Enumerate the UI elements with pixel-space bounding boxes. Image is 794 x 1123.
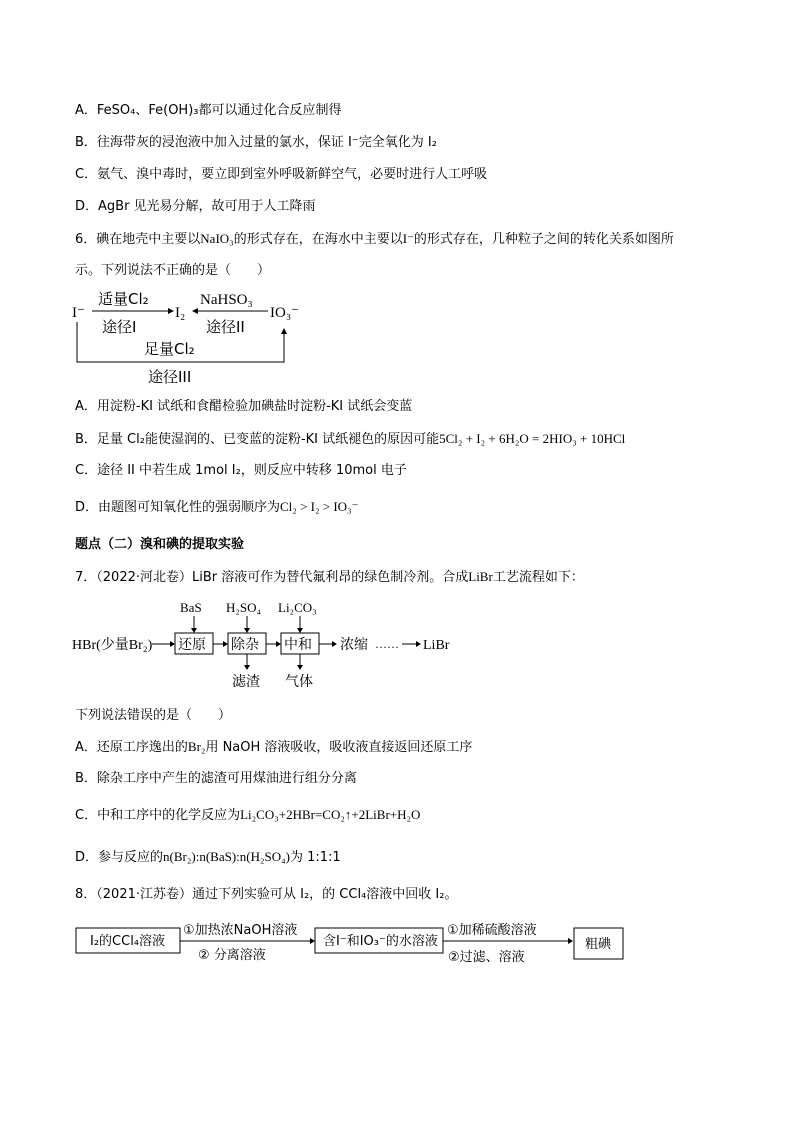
q8-flow-diagram [74,914,629,968]
step1-operation: ② 分离溶液 [198,948,266,963]
path2-reagent: NaHSO₃ [200,292,253,308]
flow-input-li2co3: Li₂CO₃ [278,600,317,615]
q6-conversion-diagram [70,284,300,388]
diagram-node-i2: I₂ [175,305,186,321]
q5-option-a: A．FeSO₄、Fe(OH)₃都可以通过化合反应制得 [75,103,342,118]
q6-option-d: D．由题图可知氧化性的强弱顺序为Cl₂ > I₂ > IO₃⁻ [75,499,359,515]
path2-label: 途径II [206,318,245,336]
equation-b: 5Cl₂ + I₂ + 6H₂O = 2HIO₃ + 10HCl [439,431,626,446]
path1-label: 途径I [102,318,137,336]
equation-neutralize: Li₂CO₃+2HBr=CO₂↑+2LiBr+H₂O [240,807,421,822]
formula-naio3: NaIO₃ [200,231,234,246]
q7-stem: 7．（2022·河北卷）LiBr 溶液可作为替代氟利昂的绿色制冷剂。合成LiBr工艺流程如下： [75,569,584,585]
section-title: 题点（二）溴和碘的提取实验 [75,537,245,552]
flow-output-gas: 气体 [285,674,313,690]
flow-start: HBr(少量Br₂) [72,638,153,653]
formula-iodide: I⁻ [402,231,414,246]
diagram-node-iodide: I⁻ [72,305,85,321]
q7-option-d: D．参与反应的n(Br₂):n(BaS):n(H₂SO₄)为 1:1:1 [75,849,341,865]
q6-stem-line1: 6．碘在地壳中主要以NaIO₃的形式存在，在海水中主要以I⁻的形式存在，几种粒子之间的转化关系如图所 [75,231,674,247]
flow-input-h2so4: H₂SO₄ [226,600,262,615]
q6-option-b: B．足量 Cl₂能使湿润的、已变蓝的淀粉-KI 试纸褪色的原因可能5Cl₂ + I₂ + 6H₂O = 2HIO₃ + 10HCl [75,431,626,447]
flow-end: LiBr [423,638,450,653]
flow-input-bas: BaS [180,600,202,615]
path3-label: 途径III [148,368,192,386]
flow-concentrate: 浓缩 [340,637,368,653]
flow-box-neutralize: 中和 [284,637,312,653]
step2-reagent: ①加稀硫酸溶液 [447,923,537,938]
flow-box-aqueous: 含I⁻和IO₃⁻的水溶液 [323,934,438,949]
q5-option-d: D．AgBr 见光易分解，故可用于人工降雨 [75,199,316,214]
flow-box-reduce: 还原 [178,637,206,653]
path3-reagent: 足量Cl₂ [144,340,195,358]
q7-option-b: B．除杂工序中产生的滤渣可用煤油进行组分分离 [75,771,357,786]
q7-question: 下列说法错误的是（ ） [75,708,232,723]
equation-d: Cl₂ > I₂ > IO₃⁻ [280,499,359,514]
q7-flow-diagram [72,598,462,690]
flow-output-residue: 滤渣 [232,674,260,690]
step1-reagent: ①加热浓NaOH溶液 [183,923,298,938]
q7-option-c: C．中和工序中的化学反应为Li₂CO₃+2HBr=CO₂↑+2LiBr+H₂O [75,807,421,823]
q6-option-a: A．用淀粉-KI 试纸和食醋检验加碘盐时淀粉-KI 试纸会变蓝 [75,399,413,414]
step2-operation: ②过滤、溶液 [448,950,525,965]
flow-box-purify: 除杂 [231,637,259,653]
flow-box-crude-iodine: 粗碘 [585,937,612,952]
q6-stem-line2: 示。下列说法不正确的是（ ） [75,263,271,278]
flow-dots: …… [375,637,399,651]
ratio-expression: n(Br₂):n(BaS):n(H₂SO₄) [163,849,290,864]
diagram-node-iodate: IO₃⁻ [270,305,299,321]
flow-box-source: I₂的CCl₄溶液 [90,934,166,949]
path1-reagent: 适量Cl₂ [98,290,149,308]
q5-option-b: B．往海带灰的浸泡液中加入过量的氯水，保证 I⁻完全氧化为 I₂ [75,135,437,150]
q8-stem: 8．（2021·江苏卷）通过下列实验可从 I₂，的 CCl₄溶液中回收 I₂。 [75,887,458,902]
q5-option-c: C．氨气、溴中毒时，要立即到室外呼吸新鲜空气，必要时进行人工呼吸 [75,167,488,182]
q6-option-c: C．途径 II 中若生成 1mol I₂，则反应中转移 10mol 电子 [75,463,407,478]
q7-option-a: A．还原工序逸出的Br₂用 NaOH 溶液吸收，吸收液直接返回还原工序 [75,739,473,755]
